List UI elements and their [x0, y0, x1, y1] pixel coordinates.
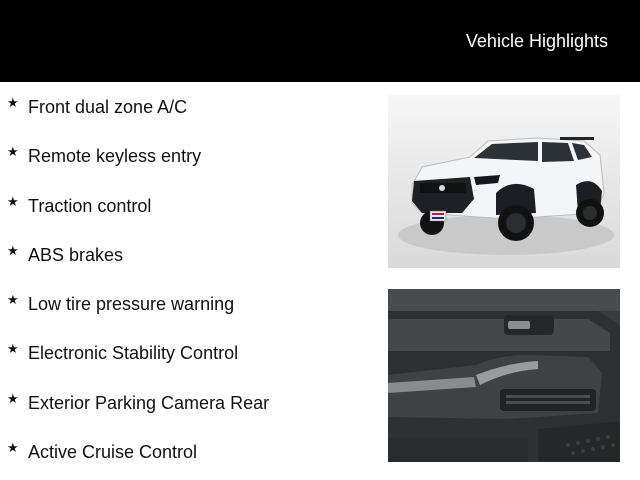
feature-list: [0, 94, 380, 480]
feature-label: Low tire pressure warning: [28, 294, 235, 315]
list-item: [0, 439, 380, 480]
feature-label: Active Cruise Control: [28, 442, 198, 463]
star-icon: ★: [7, 440, 19, 456]
star-icon: ★: [7, 95, 19, 110]
star-icon: ★: [7, 242, 19, 258]
star-icon: ★: [7, 292, 19, 308]
star-icon: ★: [7, 144, 19, 160]
list-item: [0, 143, 380, 192]
feature-label: ABS brakes: [28, 244, 124, 265]
feature-label: Traction control: [28, 195, 152, 216]
list-item: [0, 291, 380, 340]
feature-label: Front dual zone A/C: [28, 97, 188, 117]
header-bar: [0, 0, 640, 82]
vehicle-exterior-photo: [388, 95, 620, 268]
list-item: [0, 242, 380, 291]
door-panel-illustration: [388, 289, 620, 462]
list-item: [0, 390, 380, 439]
star-icon: ★: [7, 193, 19, 209]
star-icon: ★: [7, 341, 19, 357]
feature-label: Remote keyless entry: [28, 146, 202, 167]
list-item: [0, 193, 380, 242]
door-panel-photo: [388, 289, 620, 462]
list-item: [0, 94, 380, 143]
page-title: Vehicle Highlights: [465, 31, 608, 51]
star-icon: ★: [7, 390, 19, 406]
list-item: [0, 340, 380, 389]
feature-label: Exterior Parking Camera Rear: [28, 392, 270, 413]
feature-label: Electronic Stability Control: [28, 343, 239, 364]
vehicle-exterior-illustration: [388, 95, 620, 268]
